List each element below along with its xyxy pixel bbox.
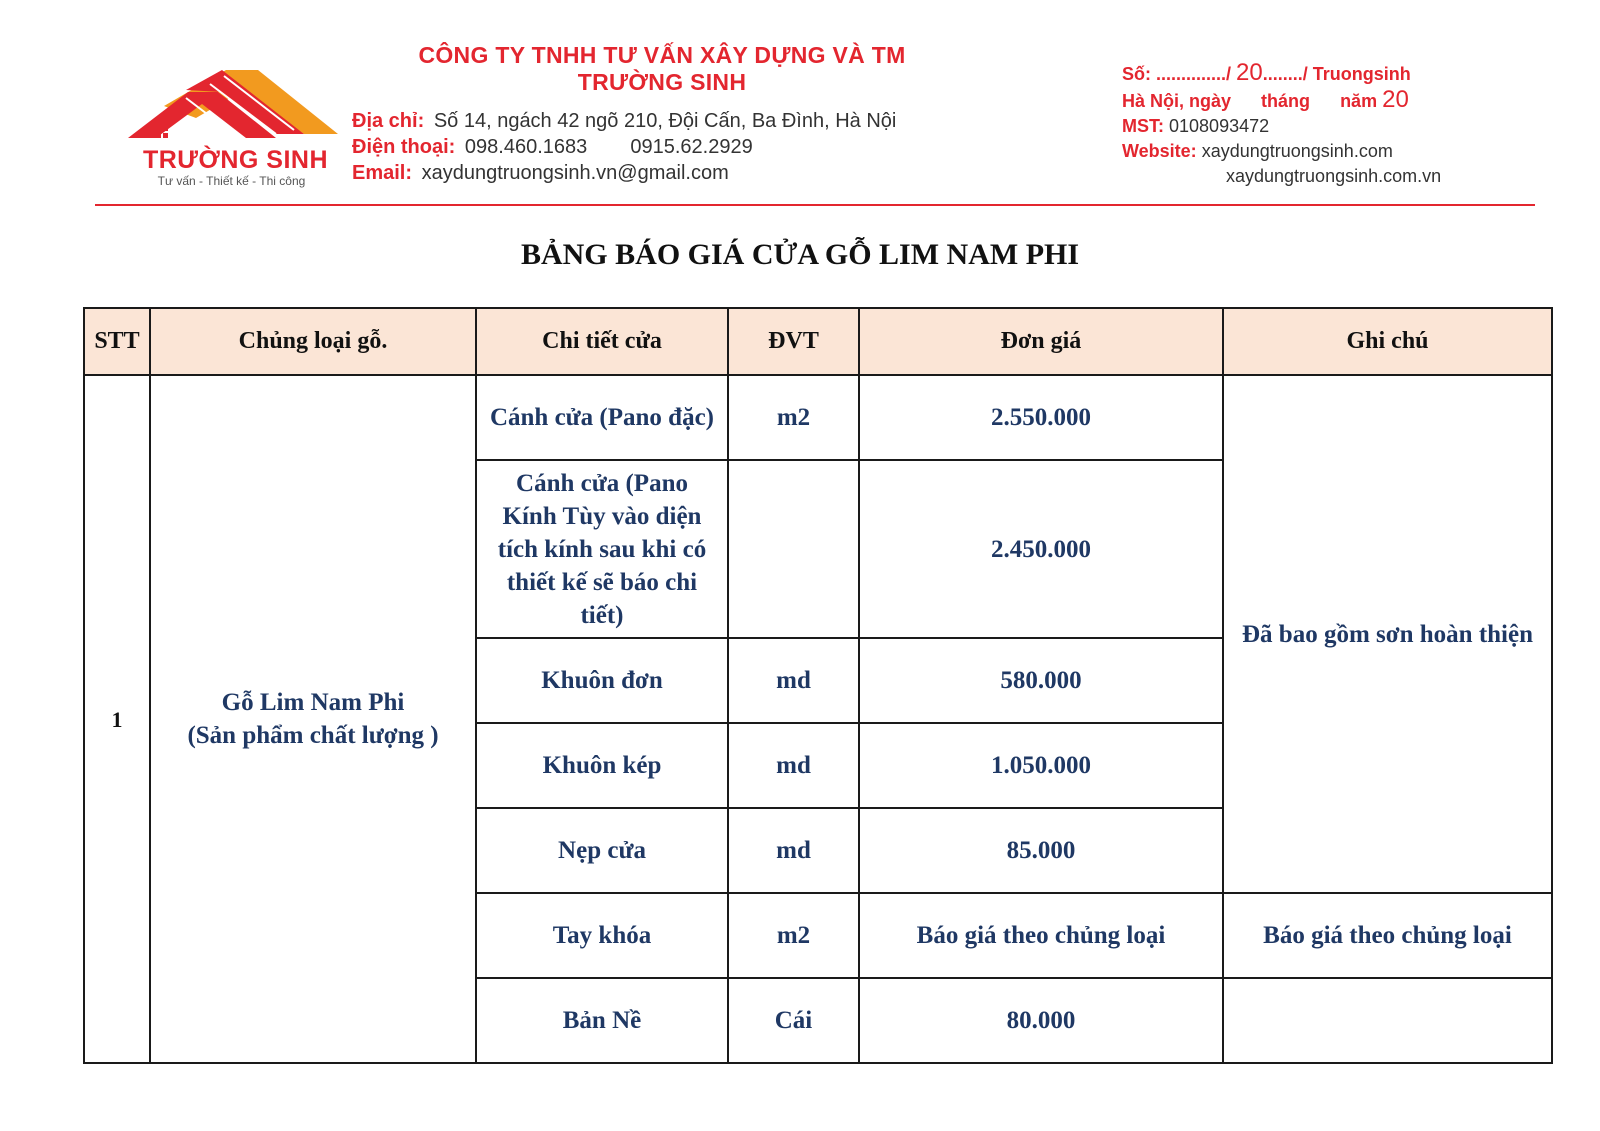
header-stt: STT xyxy=(84,308,150,375)
cell-price: Báo giá theo chủng loại xyxy=(859,893,1223,978)
cell-price: 1.050.000 xyxy=(859,723,1223,808)
header-divider xyxy=(95,204,1535,206)
cell-detail: Tay khóa xyxy=(476,893,728,978)
cell-unit: md xyxy=(728,638,859,723)
so-suffix: Truongsinh xyxy=(1312,64,1411,84)
cell-price: 580.000 xyxy=(859,638,1223,723)
email-value: xaydungtruongsinh.vn@gmail.com xyxy=(421,162,729,184)
company-name-line2: TRƯỜNG SINH xyxy=(577,69,747,95)
cell-detail: Bản Nề xyxy=(476,978,728,1063)
cell-stt: 1 xyxy=(84,375,150,1063)
website-link-2[interactable]: xaydungtruongsinh.com.vn xyxy=(1226,166,1442,186)
header-unit: ĐVT xyxy=(728,308,859,375)
cell-merged-note: Đã bao gồm sơn hoàn thiện xyxy=(1223,375,1552,893)
website: Website: xaydungtruongsinh.com xyxy=(1122,141,1393,161)
company-phone xyxy=(352,134,972,160)
letterhead xyxy=(0,0,1600,215)
cell-detail: Nẹp cửa xyxy=(476,808,728,893)
cell-detail: Khuôn kép xyxy=(476,723,728,808)
header-note: Ghi chú xyxy=(1223,308,1552,375)
address-label: Địa chỉ: xyxy=(352,110,425,132)
cell-detail: Cánh cửa (Pano đặc) xyxy=(476,375,728,460)
cell-detail: Khuôn đơn xyxy=(476,638,728,723)
document-date: Hà Nội, ngày tháng năm 20 xyxy=(1122,86,1409,113)
company-logo xyxy=(126,68,346,190)
cell-unit: Cái xyxy=(728,978,859,1063)
document-title: BẢNG BÁO GIÁ CỬA GỖ LIM NAM PHI xyxy=(520,238,1080,271)
table-row xyxy=(84,375,1552,460)
company-address xyxy=(352,108,972,134)
cell-note: Báo giá theo chủng loại xyxy=(1223,893,1552,978)
header-price: Đơn giá xyxy=(859,308,1223,375)
cell-price: 85.000 xyxy=(859,808,1223,893)
company-info xyxy=(352,42,972,186)
phone-value-2: 0915.62.2929 xyxy=(630,136,753,158)
wood-type-name: Gỗ Lim Nam Phi xyxy=(221,689,405,716)
price-table xyxy=(83,307,1553,1064)
company-name-line1: CÔNG TY TNHH TƯ VẤN XÂY DỰNG VÀ TM xyxy=(418,42,906,68)
wood-type-quality: (Sản phẩm chất lượng ) xyxy=(187,722,439,749)
cell-detail: Cánh cửa (Pano Kính Tùy vào diện tích kính sau khi có thiết kế sẽ báo chi tiết) xyxy=(476,460,728,638)
so-label: Số: xyxy=(1122,64,1151,84)
website-2 xyxy=(1122,164,1532,189)
cell-price: 2.550.000 xyxy=(859,375,1223,460)
roof-logo-icon xyxy=(126,68,346,148)
header-detail: Chi tiết cửa xyxy=(476,308,728,375)
cell-unit: m2 xyxy=(728,893,859,978)
cell-wood-type xyxy=(150,375,476,1063)
phone-value-1: 098.460.1683 xyxy=(464,136,588,158)
tax-code: MST: 0108093472 xyxy=(1122,116,1270,136)
address-value: Số 14, ngách 42 ngõ 210, Đội Cấn, Ba Đình, Hà Nội xyxy=(433,110,897,132)
email-label: Email: xyxy=(352,162,413,184)
phone-label: Điện thoại: xyxy=(352,136,456,158)
logo-tagline: Tư vấn - Thiết kế - Thi công xyxy=(157,174,306,188)
cell-unit: m2 xyxy=(728,375,859,460)
document-info xyxy=(1122,60,1532,189)
website-link-1[interactable]: xaydungtruongsinh.com xyxy=(1201,141,1393,161)
company-email xyxy=(352,160,972,186)
table-header-row xyxy=(84,308,1552,375)
logo-name: TRƯỜNG SINH xyxy=(142,146,329,174)
cell-unit: md xyxy=(728,808,859,893)
cell-unit: md xyxy=(728,723,859,808)
cell-price: 80.000 xyxy=(859,978,1223,1063)
header-wood-type: Chủng loại gỗ. xyxy=(150,308,476,375)
cell-price: 2.450.000 xyxy=(859,460,1223,638)
cell-unit xyxy=(728,460,859,638)
cell-note xyxy=(1223,978,1552,1063)
document-number: Số: ............../ 20......../ Truongsinh xyxy=(1122,59,1411,86)
